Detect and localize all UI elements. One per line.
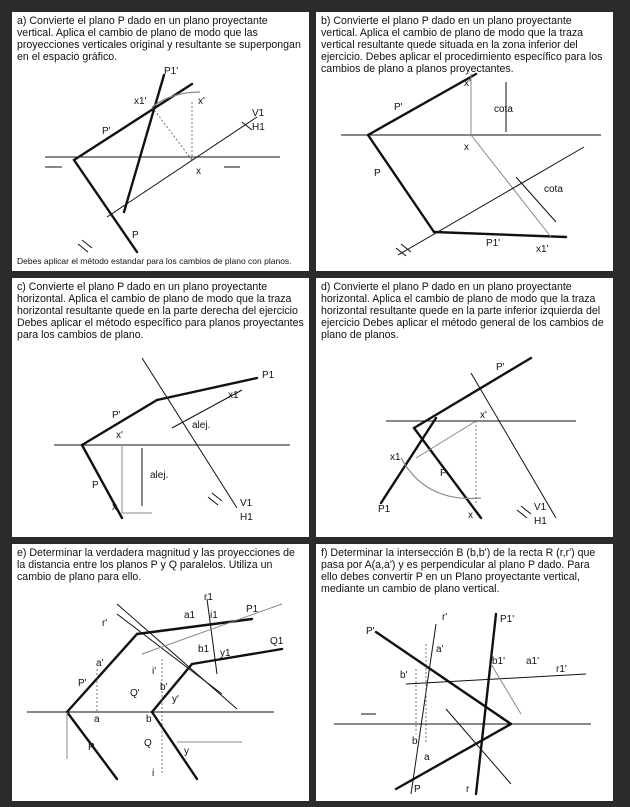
exercise-panel-f (316, 544, 613, 801)
label-e-i1: i1 (210, 610, 218, 621)
label-f-b: b (412, 736, 418, 747)
label-e-b: b (146, 714, 152, 725)
label-f-b1p: b1' (492, 656, 506, 667)
label-f-r1p: r1' (556, 664, 567, 675)
exercise-panel-b (316, 12, 613, 271)
label-d-x1: x1 (390, 452, 401, 463)
statement-b: b) Convierte el plano P dado en un plano proyectante vertical. Aplica el cambio de plano de modo que la traza vertical resultante quede situada en la zona inferior del ejercicio. Debes aplicar el procedimiento específico para los cambios de plano a planos proyectantes. (321, 15, 603, 75)
label-c-P1: P1 (262, 370, 275, 381)
label-c-V1: V1 (240, 498, 253, 509)
statement-e: e) Determinar la verdadera magnitud y las proyecciones de la distancia entre los planos P y Q paralelos. Utiliza un cambio de plano para ello. (17, 547, 295, 583)
label-b-P1p: P1' (486, 238, 501, 249)
label-b-x1p: x1' (536, 244, 549, 255)
label-e-y1: y1 (220, 648, 231, 659)
label-b-P: P (374, 168, 381, 179)
figure-f (316, 544, 613, 801)
label-e-P: P (88, 742, 95, 753)
label-e-b1: b1 (198, 644, 210, 655)
label-e-P1: P1 (246, 604, 259, 615)
label-c-x: x (112, 502, 117, 513)
label-c-P: P (92, 480, 99, 491)
label-c-xp: x' (116, 430, 123, 441)
footnote-a: Debes aplicar el método estandar para los cambios de plano con planos. (17, 256, 292, 266)
label-f-a1p: a1' (526, 656, 540, 667)
label-d-P: P (440, 468, 447, 479)
label-f-P: P (414, 784, 421, 795)
label-c-H1: H1 (240, 512, 253, 523)
label-b-xp: x' (464, 78, 471, 89)
label-a-x1p: x1' (134, 96, 147, 107)
label-e-Pp: P' (78, 678, 87, 689)
label-e-rp: r' (102, 618, 108, 629)
label-e-i: i (152, 768, 155, 779)
label-f-bp: b' (400, 670, 408, 681)
label-b-x: x (464, 142, 469, 153)
figure-e (12, 544, 309, 801)
label-d-x: x (468, 510, 473, 521)
label-c-x1: x1 (228, 390, 239, 401)
label-e-bp: b' (160, 682, 168, 693)
label-c-alej-1: alej. (192, 420, 211, 431)
label-e-y: y (184, 746, 189, 757)
label-a-Pp: P' (102, 126, 111, 137)
exercise-panel-d (316, 278, 613, 537)
label-e-Qp: Q' (130, 688, 140, 699)
label-e-ap: a' (96, 658, 104, 669)
label-a-V1: V1 (252, 108, 265, 119)
label-f-r: r (466, 784, 470, 795)
label-a-xp: x' (198, 96, 205, 107)
label-a-H1: H1 (252, 122, 265, 133)
label-e-Q: Q (144, 738, 152, 749)
figure-b (316, 12, 613, 271)
exercise-panel-c (12, 278, 309, 537)
statement-f: f) Determinar la intersección B (b,b') de la recta R (r,r') que pasa por A(a,a') y es perpendicular al plano P dado. Para ello debes convertir P en un Plano proyectante vertical, mediante un cambio de plano vertical. (321, 547, 596, 595)
label-e-yp: y' (172, 694, 179, 705)
label-d-V1: V1 (534, 502, 547, 513)
statement-d: d) Convierte el plano P dado en un plano proyectante horizontal. Aplica el cambio de plano de modo que la traza horizontal resultante quede en la parte inferior izquierda del ejercicio Debes aplicar el método general de los cambios de plano de planos. (321, 281, 604, 341)
label-e-ip: i' (152, 666, 157, 677)
figure-a (12, 12, 309, 271)
label-a-P: P (132, 230, 139, 241)
label-d-H1: H1 (534, 516, 547, 527)
label-d-xp: x' (480, 410, 487, 421)
label-f-rp: r' (442, 612, 448, 623)
label-f-a: a (424, 752, 430, 763)
label-a-x: x (196, 166, 201, 177)
label-c-Pp: P' (112, 410, 121, 421)
label-e-a: a (94, 714, 100, 725)
figure-d (316, 278, 613, 537)
label-b-cota-2: cota (544, 184, 563, 195)
label-f-Pp: P' (366, 626, 375, 637)
label-b-Pp: P' (394, 102, 403, 113)
exercise-panel-a (12, 12, 309, 271)
label-e-Q1: Q1 (270, 636, 284, 647)
statement-a: a) Convierte el plano P dado en un plano proyectante vertical. Aplica el cambio de plano de modo que las proyecciones verticales original y resultante se superpongan en el espacio gráfico. (17, 15, 301, 63)
label-f-P1p: P1' (500, 614, 515, 625)
label-d-P1: P1 (378, 504, 391, 515)
label-e-a1: a1 (184, 610, 196, 621)
label-c-alej-2: alej. (150, 470, 169, 481)
label-f-ap: a' (436, 644, 444, 655)
label-a-P1p: P1' (164, 66, 179, 77)
label-d-Pp: P' (496, 362, 505, 373)
label-e-r1: r1 (204, 592, 213, 603)
statement-c: c) Convierte el plano P dado en un plano proyectante horizontal. Aplica el cambio de plano de modo que la traza horizontal resultante quede en la parte derecha del ejercicio Debes aplicar el método específico para planos proyectantes para los cambios de plano. (17, 281, 304, 341)
figure-c (12, 278, 309, 537)
label-b-cota-1: cota (494, 104, 513, 115)
exercise-panel-e (12, 544, 309, 801)
